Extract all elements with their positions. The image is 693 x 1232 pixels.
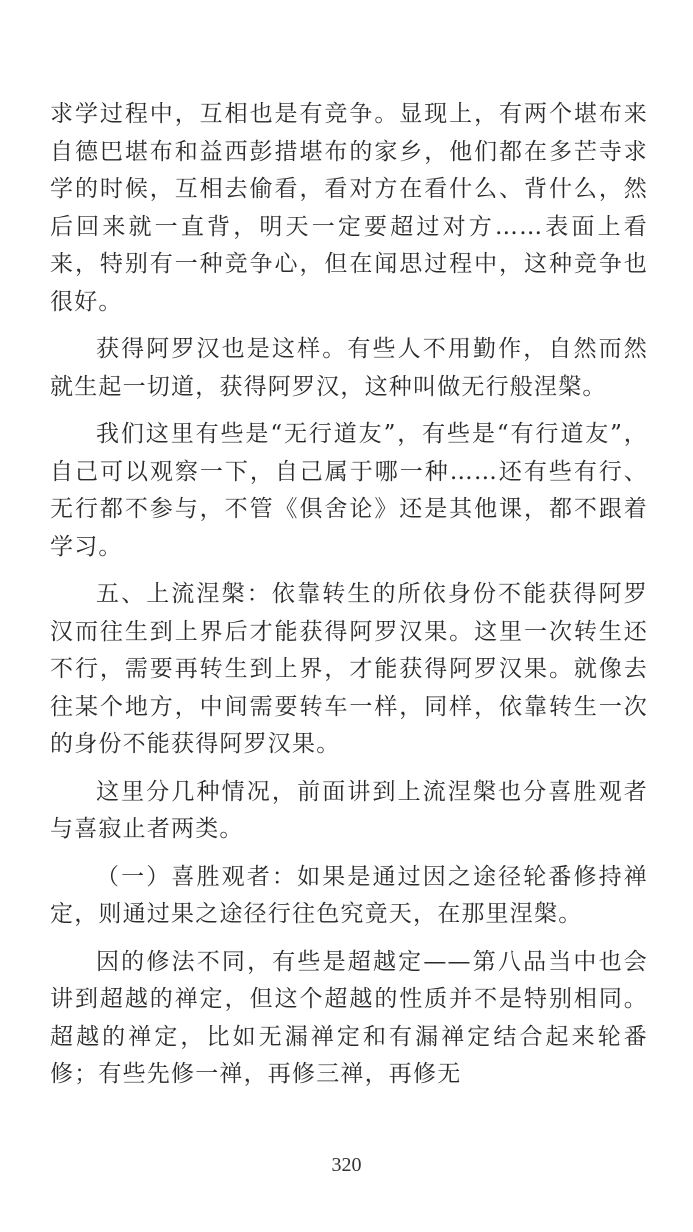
paragraph: 获得阿罗汉也是这样。有些人不用勤作，自然而然就生起一切道，获得阿罗汉，这种叫做无行般涅槃。 bbox=[50, 336, 648, 400]
paragraph: （一）喜胜观者：如果是通过因之途径轮番修持禅定，则通过果之途径行往色究竟天，在那里涅槃。 bbox=[50, 863, 648, 927]
page-number: 320 bbox=[331, 1154, 362, 1176]
paragraph: 五、上流涅槃：依靠转生的所依身份不能获得阿罗汉而往生到上界后才能获得阿罗汉果。这里一次转生还不行，需要再转生到上界，才能获得阿罗汉果。就像去往某个地方，中间需要转车一样，同样，依靠转生一次的身份不能获得阿罗汉果。 bbox=[50, 581, 648, 757]
paragraph-continued: 求学过程中，互相也是有竞争。显现上，有两个堪布来自德巴堪布和益西彭措堪布的家乡，他们都在多芒寺求学的时候，互相去偷看，看对方在看什么、背什么，然后回来就一直背，明天一定要超过对方……表面上看来，特别有一种竞争心，但在闻思过程中，这种竞争也很好。 bbox=[50, 101, 648, 315]
paragraph: 我们这里有些是“无行道友”，有些是“有行道友”，自己可以观察一下，自己属于哪一种……还有些有行、无行都不参与，不管《俱舍论》还是其他课，都不跟着学习。 bbox=[50, 421, 648, 560]
paragraph: 因的修法不同，有些是超越定——第八品当中也会讲到超越的禅定，但这个超越的性质并不是特别相同。超越的禅定，比如无漏禅定和有漏禅定结合起来轮番修；有些先修一禅，再修三禅，再修无 bbox=[50, 948, 648, 1087]
body-text bbox=[50, 96, 648, 1104]
paragraph: 这里分几种情况，前面讲到上流涅槃也分喜胜观者与喜寂止者两类。 bbox=[50, 778, 648, 842]
